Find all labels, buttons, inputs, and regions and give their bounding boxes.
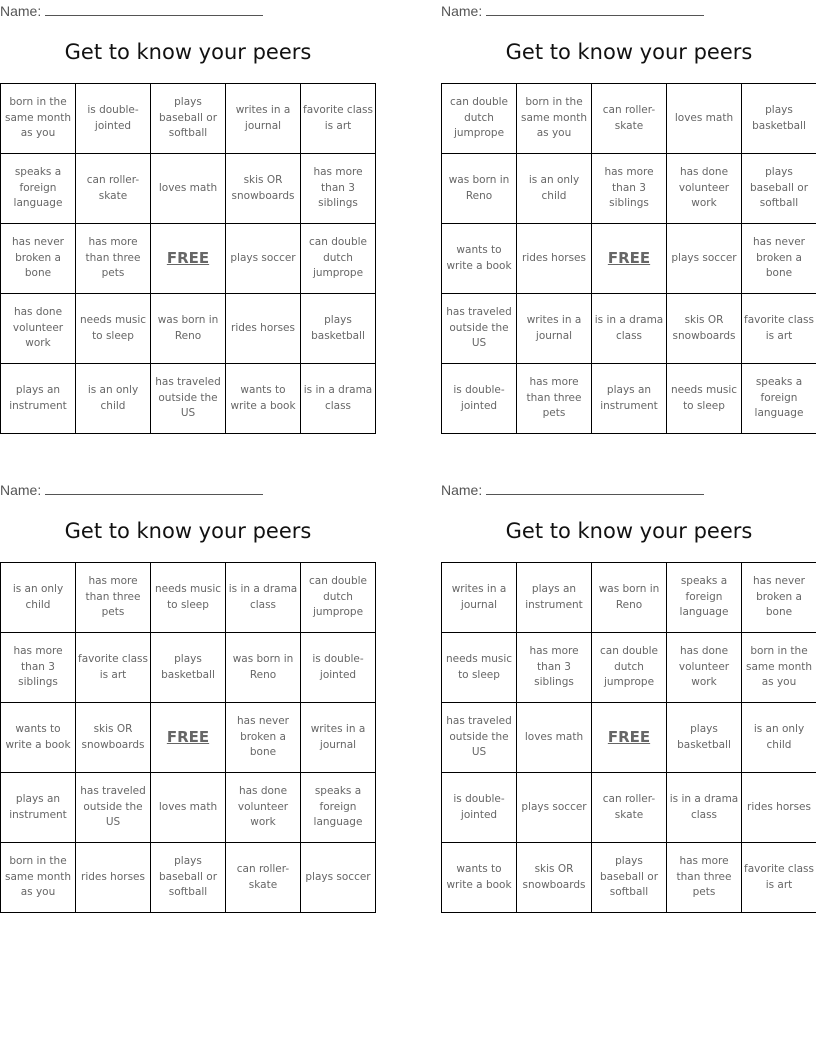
bingo-row — [1, 633, 376, 703]
bingo-cell: wants to write a book — [442, 843, 517, 913]
bingo-row — [442, 843, 816, 913]
bingo-cell: born in the same month as you — [517, 84, 592, 154]
bingo-cell: has traveled outside the US — [442, 294, 517, 364]
bingo-cell: needs music to sleep — [151, 563, 226, 633]
bingo-grid — [441, 83, 816, 434]
bingo-row — [1, 703, 376, 773]
bingo-cell: plays an instrument — [592, 364, 667, 434]
name-line[interactable] — [45, 482, 263, 495]
bingo-row — [1, 294, 376, 364]
card-title: Get to know your peers — [505, 519, 753, 543]
bingo-cell: rides horses — [742, 773, 816, 843]
name-label: Name: — [441, 482, 483, 498]
bingo-cell: born in the same month as you — [742, 633, 816, 703]
card-title: Get to know your peers — [64, 519, 312, 543]
bingo-cell: has done volunteer work — [667, 633, 742, 703]
bingo-cell: wants to write a book — [442, 224, 517, 294]
bingo-cell: has done volunteer work — [226, 773, 301, 843]
bingo-cell: skis OR snowboards — [517, 843, 592, 913]
card-title: Get to know your peers — [64, 40, 312, 64]
name-field[interactable] — [441, 482, 704, 498]
bingo-cell: writes in a journal — [517, 294, 592, 364]
bingo-row — [1, 154, 376, 224]
bingo-cell: plays basketball — [667, 703, 742, 773]
bingo-cell: is in a drama class — [667, 773, 742, 843]
bingo-cell: is an only child — [517, 154, 592, 224]
bingo-cell: rides horses — [226, 294, 301, 364]
bingo-cell: has traveled outside the US — [151, 364, 226, 434]
bingo-cell: can double dutch jumprope — [442, 84, 517, 154]
bingo-cell: can roller-skate — [226, 843, 301, 913]
bingo-cell: is an only child — [742, 703, 816, 773]
bingo-cell: speaks a foreign language — [1, 154, 76, 224]
bingo-cell: plays an instrument — [1, 364, 76, 434]
bingo-cell: is an only child — [76, 364, 151, 434]
bingo-cell: was born in Reno — [592, 563, 667, 633]
bingo-cell: speaks a foreign language — [301, 773, 376, 843]
bingo-row — [442, 224, 816, 294]
bingo-row — [442, 563, 816, 633]
bingo-cell: needs music to sleep — [76, 294, 151, 364]
bingo-cell: is an only child — [1, 563, 76, 633]
bingo-row — [1, 843, 376, 913]
bingo-cell: favorite class is art — [742, 294, 816, 364]
bingo-cell: wants to write a book — [226, 364, 301, 434]
bingo-cell: favorite class is art — [76, 633, 151, 703]
name-field[interactable] — [0, 482, 263, 498]
bingo-grid — [0, 83, 376, 434]
name-line[interactable] — [486, 3, 704, 16]
bingo-cell: rides horses — [76, 843, 151, 913]
bingo-cell: plays soccer — [517, 773, 592, 843]
bingo-cell: can roller-skate — [76, 154, 151, 224]
bingo-cell: is double-jointed — [442, 364, 517, 434]
name-line[interactable] — [486, 482, 704, 495]
bingo-cell: plays basketball — [742, 84, 816, 154]
bingo-cell: plays baseball or softball — [151, 84, 226, 154]
bingo-cell: plays basketball — [151, 633, 226, 703]
name-label: Name: — [0, 3, 42, 19]
bingo-cell: has more than three pets — [76, 563, 151, 633]
bingo-cell: can double dutch jumprope — [592, 633, 667, 703]
bingo-cell: has never broken a bone — [1, 224, 76, 294]
bingo-cell: needs music to sleep — [442, 633, 517, 703]
bingo-cell: has more than 3 siblings — [592, 154, 667, 224]
free-space: FREE — [592, 703, 667, 773]
name-label: Name: — [441, 3, 483, 19]
free-space: FREE — [151, 224, 226, 294]
bingo-cell: has more than three pets — [667, 843, 742, 913]
bingo-row — [442, 84, 816, 154]
bingo-cell: skis OR snowboards — [76, 703, 151, 773]
card-title: Get to know your peers — [505, 40, 753, 64]
bingo-cell: has more than 3 siblings — [517, 633, 592, 703]
bingo-cell: loves math — [151, 773, 226, 843]
name-field[interactable] — [0, 3, 263, 19]
bingo-row — [1, 364, 376, 434]
bingo-cell: is in a drama class — [301, 364, 376, 434]
bingo-row — [1, 773, 376, 843]
bingo-grid — [441, 562, 816, 913]
name-line[interactable] — [45, 3, 263, 16]
name-label: Name: — [0, 482, 42, 498]
bingo-cell: needs music to sleep — [667, 364, 742, 434]
bingo-cell: skis OR snowboards — [226, 154, 301, 224]
bingo-cell: loves math — [517, 703, 592, 773]
bingo-cell: plays soccer — [301, 843, 376, 913]
bingo-cell: has traveled outside the US — [442, 703, 517, 773]
bingo-cell: favorite class is art — [742, 843, 816, 913]
bingo-cell: can double dutch jumprope — [301, 224, 376, 294]
bingo-cell: loves math — [151, 154, 226, 224]
free-space: FREE — [592, 224, 667, 294]
bingo-cell: plays baseball or softball — [151, 843, 226, 913]
bingo-cell: speaks a foreign language — [742, 364, 816, 434]
bingo-cell: has never broken a bone — [742, 563, 816, 633]
bingo-cell: was born in Reno — [151, 294, 226, 364]
bingo-cell: loves math — [667, 84, 742, 154]
bingo-row — [442, 294, 816, 364]
bingo-row — [442, 633, 816, 703]
bingo-cell: is double-jointed — [301, 633, 376, 703]
bingo-cell: plays soccer — [226, 224, 301, 294]
bingo-cell: plays an instrument — [517, 563, 592, 633]
bingo-cell: plays basketball — [301, 294, 376, 364]
bingo-cell: favorite class is art — [301, 84, 376, 154]
bingo-cell: is double-jointed — [442, 773, 517, 843]
bingo-cell: plays an instrument — [1, 773, 76, 843]
bingo-cell: writes in a journal — [301, 703, 376, 773]
free-space: FREE — [151, 703, 226, 773]
bingo-cell: plays soccer — [667, 224, 742, 294]
bingo-row — [442, 703, 816, 773]
bingo-cell: can roller-skate — [592, 84, 667, 154]
bingo-cell: is double-jointed — [76, 84, 151, 154]
bingo-cell: has never broken a bone — [742, 224, 816, 294]
bingo-grid — [0, 562, 376, 913]
bingo-cell: can roller-skate — [592, 773, 667, 843]
name-field[interactable] — [441, 3, 704, 19]
bingo-row — [442, 773, 816, 843]
bingo-row — [1, 84, 376, 154]
bingo-cell: writes in a journal — [226, 84, 301, 154]
bingo-cell: writes in a journal — [442, 563, 517, 633]
bingo-row — [442, 364, 816, 434]
bingo-cell: is in a drama class — [592, 294, 667, 364]
bingo-cell: has more than 3 siblings — [301, 154, 376, 224]
bingo-cell: has traveled outside the US — [76, 773, 151, 843]
bingo-row — [1, 224, 376, 294]
bingo-cell: has done volunteer work — [667, 154, 742, 224]
bingo-cell: plays baseball or softball — [592, 843, 667, 913]
bingo-cell: born in the same month as you — [1, 843, 76, 913]
bingo-cell: skis OR snowboards — [667, 294, 742, 364]
bingo-cell: has done volunteer work — [1, 294, 76, 364]
bingo-cell: wants to write a book — [1, 703, 76, 773]
bingo-cell: has more than three pets — [517, 364, 592, 434]
bingo-cell: was born in Reno — [226, 633, 301, 703]
bingo-cell: has more than three pets — [76, 224, 151, 294]
bingo-cell: was born in Reno — [442, 154, 517, 224]
bingo-cell: is in a drama class — [226, 563, 301, 633]
bingo-cell: can double dutch jumprope — [301, 563, 376, 633]
bingo-cell: has more than 3 siblings — [1, 633, 76, 703]
bingo-cell: plays baseball or softball — [742, 154, 816, 224]
bingo-cell: speaks a foreign language — [667, 563, 742, 633]
bingo-row — [1, 563, 376, 633]
bingo-cell: has never broken a bone — [226, 703, 301, 773]
bingo-cell: rides horses — [517, 224, 592, 294]
bingo-cell: born in the same month as you — [1, 84, 76, 154]
bingo-row — [442, 154, 816, 224]
